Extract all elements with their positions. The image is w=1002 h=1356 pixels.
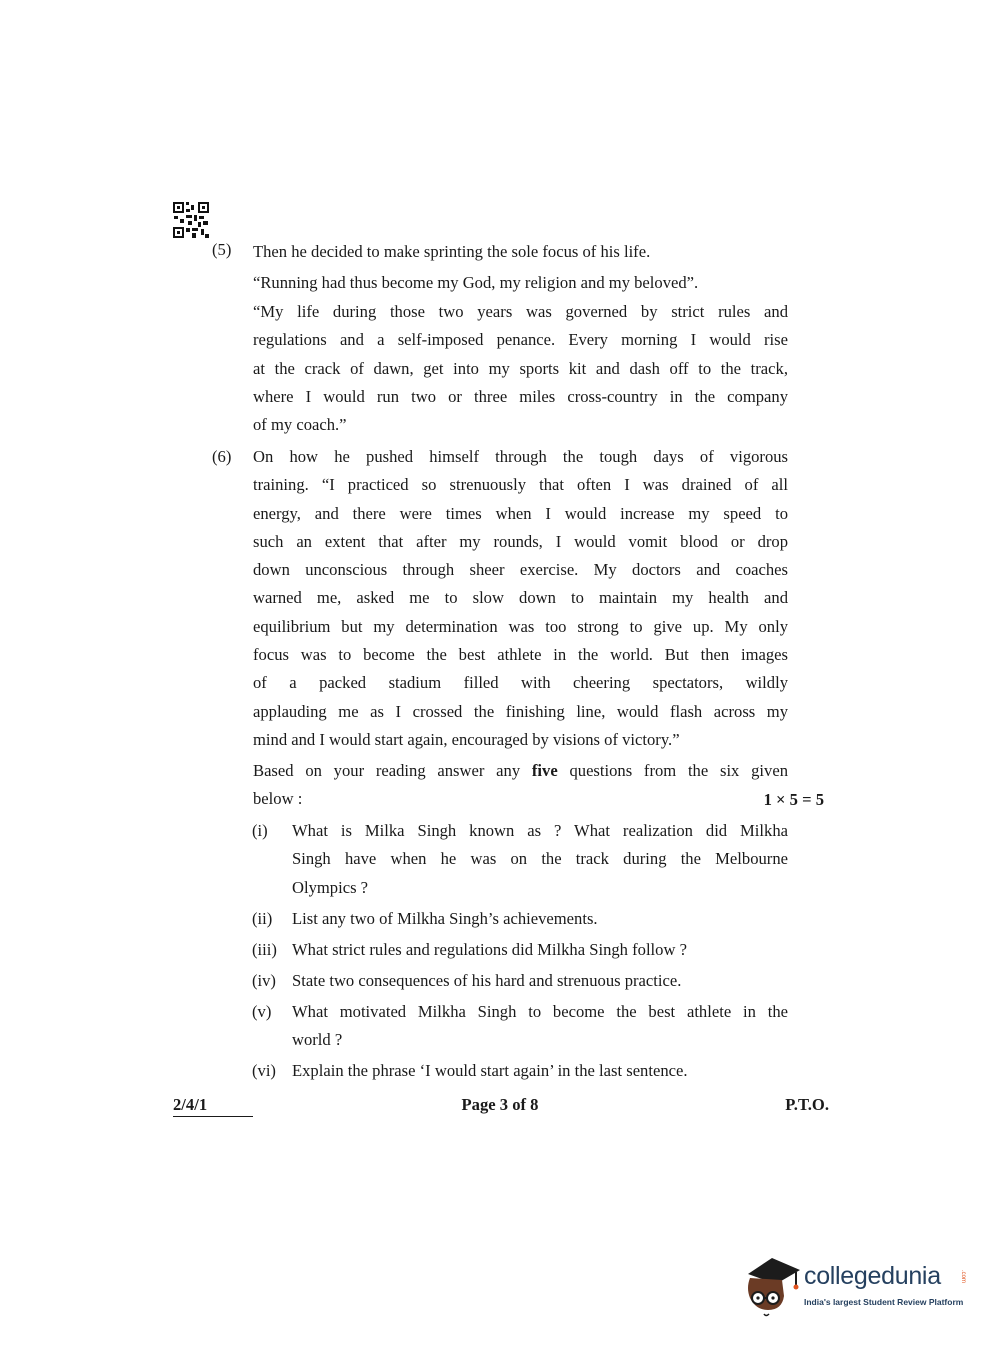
instructions-text: questions from the six given <box>557 761 788 780</box>
passage-line: On how he pushed himself through the tough days of vigorous <box>253 447 788 466</box>
question-line: What strict rules and regulations did Milkha Singh follow ? <box>292 940 687 959</box>
passage-line: focus was to become the best athlete in the world. But then images <box>253 645 788 665</box>
marks-allocation: 1 × 5 = 5 <box>763 790 824 809</box>
passage-line: applauding me as I crossed the finishing line, would flash across my <box>253 701 788 721</box>
passage-line: “My life during those two years was governed by strict rules and <box>253 302 788 321</box>
logo-domain: .com <box>960 1270 966 1284</box>
question-number: (iii) <box>252 940 277 959</box>
collegedunia-logo <box>742 1250 972 1320</box>
passage-line: at the crack of dawn, get into my sports kit and dash off to the track, <box>253 358 788 378</box>
page-number: Page 3 of 8 <box>461 1095 539 1114</box>
passage-line: equilibrium but my determination was too strong to give up. My only <box>253 616 788 636</box>
passage-line: Then he decided to make sprinting the sole focus of his life. <box>253 242 651 261</box>
question-line: world ? <box>292 1030 343 1050</box>
passage-line: such an extent that after my rounds, I would vomit blood or drop <box>253 531 788 551</box>
instructions-text: Based on your reading answer any <box>253 761 532 780</box>
paragraph-number: (6) <box>212 447 232 466</box>
passage-line: energy, and there were times when I would increase my speed to <box>253 503 788 523</box>
paper-code: 2/4/1 <box>173 1094 253 1117</box>
passage-line: warned me, asked me to slow down to maintain my health and <box>253 588 788 608</box>
question-line: What is Milka Singh known as ? What realization did Milkha <box>292 821 788 840</box>
question-line: What motivated Milkha Singh to become the best athlete in the <box>292 1002 788 1021</box>
instructions-emphasis: five <box>531 761 558 780</box>
question-line: Explain the phrase ‘I would start again’ in the last sentence. <box>292 1061 688 1080</box>
question-line: State two consequences of his hard and strenuous practice. <box>292 971 682 990</box>
passage-line: “Running had thus become my God, my religion and my beloved”. <box>253 273 699 292</box>
question-line: Singh have when he was on the track during the Melbourne <box>292 849 788 869</box>
passage-line: mind and I would start again, encouraged by visions of victory.” <box>253 729 680 749</box>
question-number: (i) <box>252 821 268 840</box>
qr-code-icon <box>172 201 210 239</box>
question-number: (v) <box>252 1002 272 1021</box>
passage-line: of my coach.” <box>253 415 347 435</box>
passage-line: of a packed stadium filled with cheering spectators, wildly <box>253 673 788 693</box>
passage-line: where I would run two or three miles cross-country in the company <box>253 386 788 406</box>
question-number: (vi) <box>252 1061 276 1080</box>
pto-label: P.T.O. <box>785 1095 829 1114</box>
passage-line: training. “I practiced so strenuously that often I was drained of all <box>253 475 788 495</box>
question-number: (iv) <box>252 971 276 990</box>
paragraph-number: (5) <box>212 240 232 259</box>
passage-line: regulations and a self-imposed penance. Every morning I would rise <box>253 330 788 350</box>
logo-wordmark: collegedunia <box>804 1262 941 1290</box>
passage-line: down unconscious through sheer exercise. My doctors and coaches <box>253 560 788 580</box>
question-number: (ii) <box>252 909 273 928</box>
instructions-line: below : <box>253 789 303 809</box>
mascot-icon <box>742 1250 802 1320</box>
logo-tagline: India's largest Student Review Platform <box>804 1297 964 1307</box>
question-line: List any two of Milkha Singh’s achievements. <box>292 909 598 928</box>
instructions-line <box>253 757 788 785</box>
question-line: Olympics ? <box>292 877 369 897</box>
